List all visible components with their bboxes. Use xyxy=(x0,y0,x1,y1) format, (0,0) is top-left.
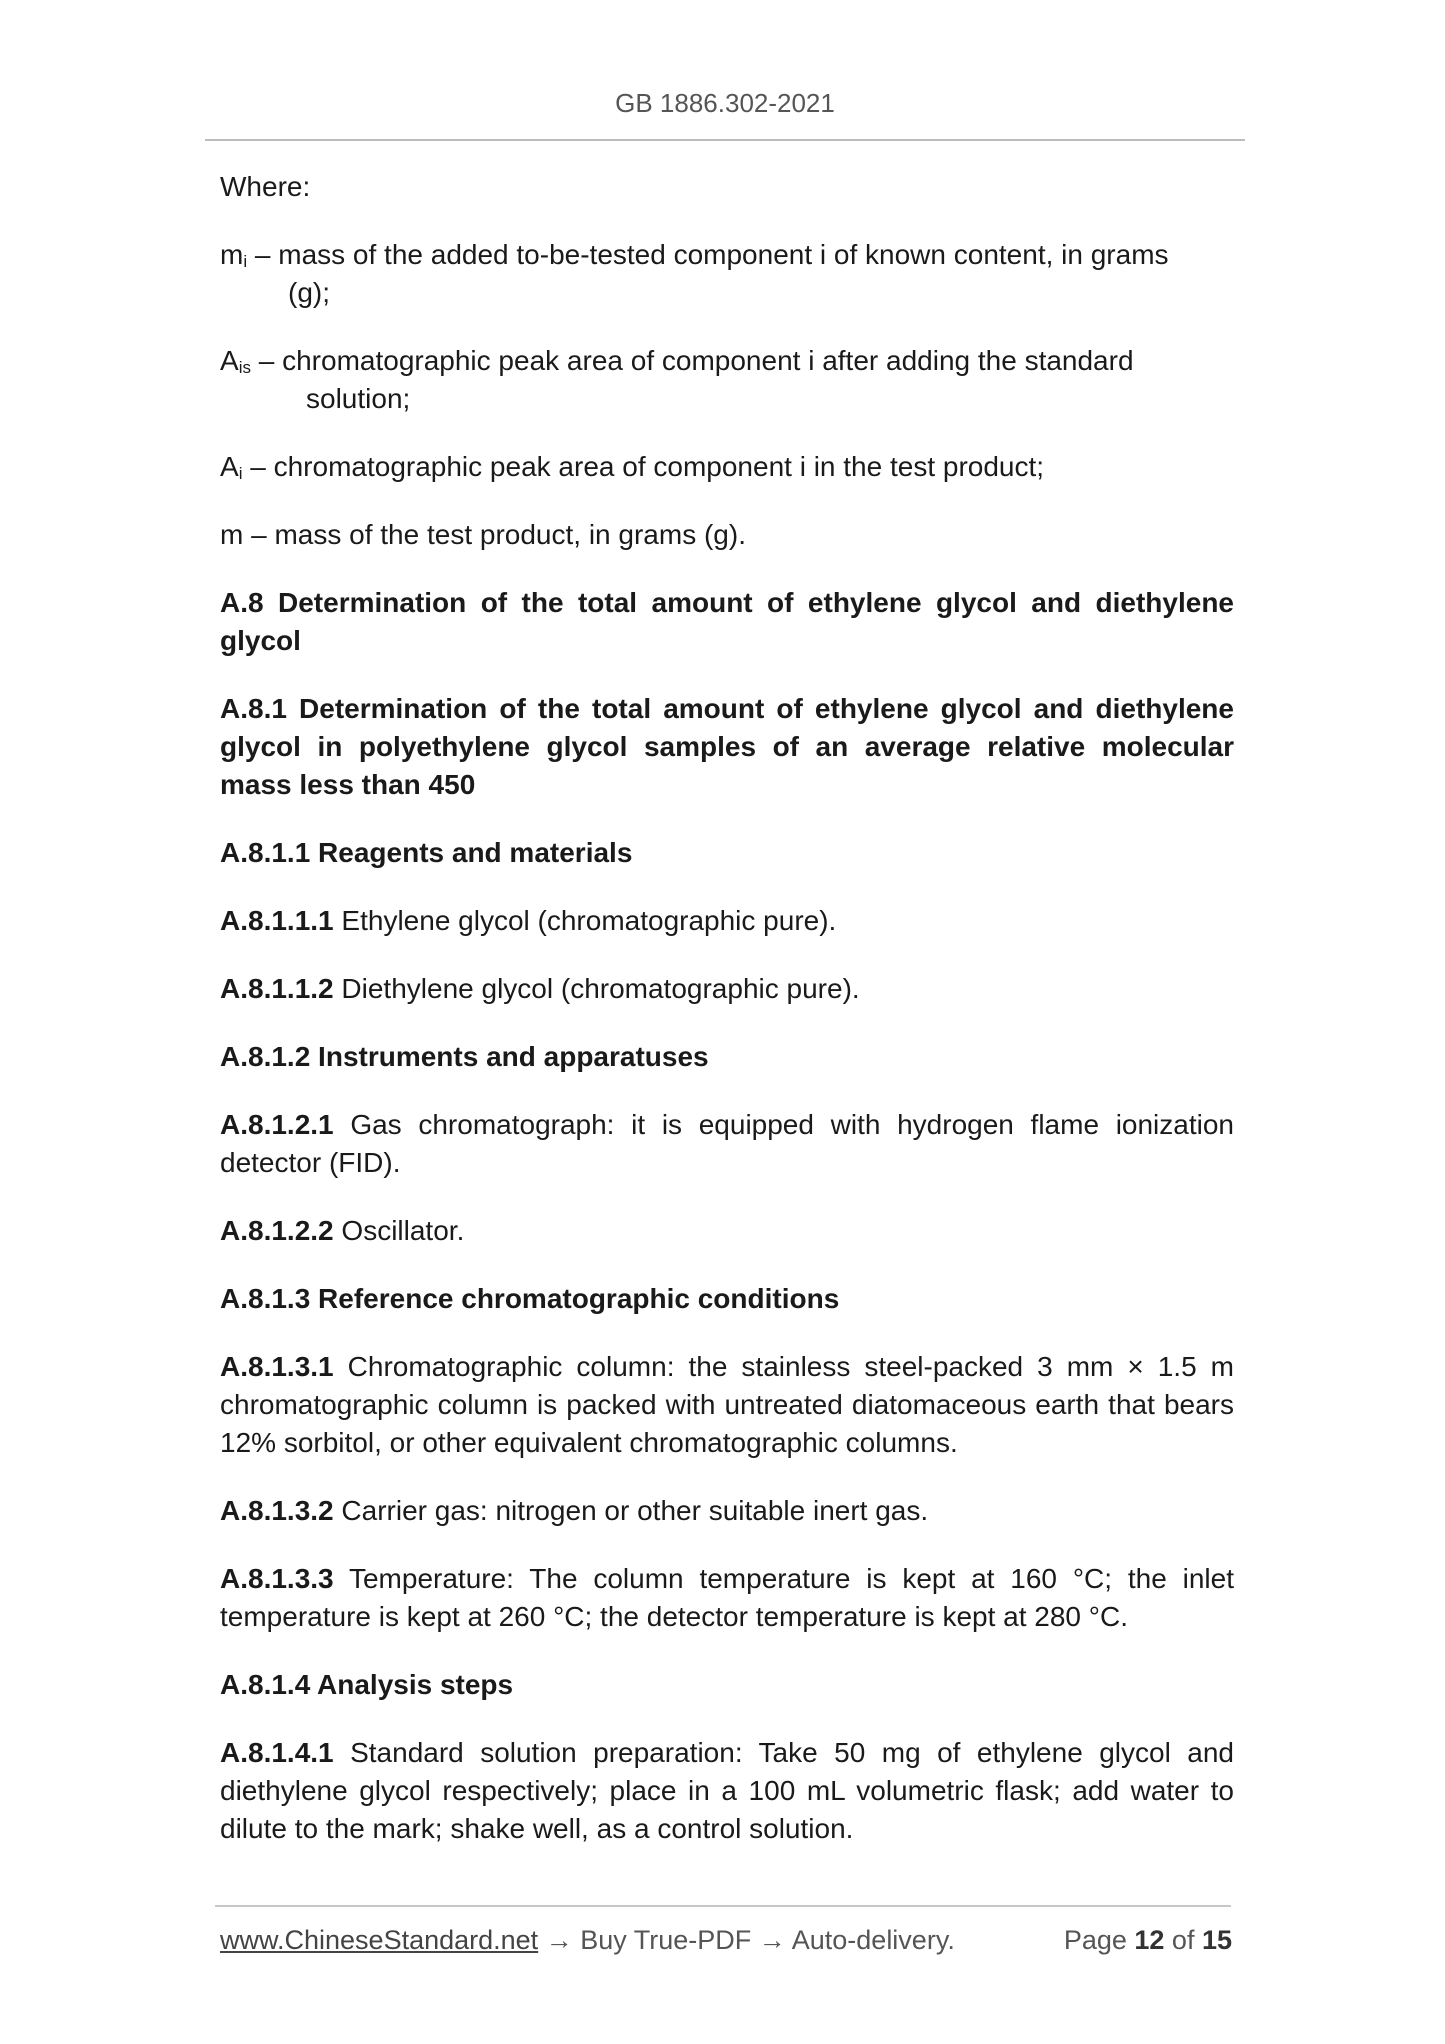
clause-number: A.8.1.3.1 xyxy=(220,1351,334,1382)
clause-number: A.8.1.1.2 xyxy=(220,973,334,1004)
where-label: Where: xyxy=(220,171,311,202)
page-label: Page xyxy=(1063,1925,1135,1955)
footer-divider xyxy=(215,1905,1231,1907)
page-footer xyxy=(220,1925,1232,1956)
clause-text: Ethylene glycol (chromatographic pure). xyxy=(333,905,837,936)
heading-a811: A.8.1.1 Reagents and materials xyxy=(220,837,633,868)
clause-a8133 xyxy=(220,1560,1234,1636)
clause-a8132 xyxy=(220,1492,1234,1530)
definition-ai-text: – chromatographic peak area of component i in the test product; xyxy=(242,451,1045,482)
clause-a8122 xyxy=(220,1212,1234,1250)
clause-text: Diethylene glycol (chromatographic pure). xyxy=(333,973,860,1004)
heading-a81: A.8.1 Determination of the total amount of ethylene glycol and diethylene glycol in polyethylene glycol samples of an average relative molecular mass less than 450 xyxy=(220,693,1234,800)
heading-a813: A.8.1.3 Reference chromatographic conditions xyxy=(220,1283,840,1314)
total-pages: 15 xyxy=(1201,1925,1232,1955)
clause-text: Carrier gas: nitrogen or other suitable inert gas. xyxy=(333,1495,929,1526)
heading-a814: A.8.1.4 Analysis steps xyxy=(220,1669,514,1700)
definition-mi-text: – mass of the added to-be-tested component i of known content, in grams xyxy=(247,239,1169,270)
clause-a8111 xyxy=(220,902,1234,940)
clause-a8121 xyxy=(220,1106,1234,1182)
subscript-i: i xyxy=(238,464,243,483)
clause-number: A.8.1.2.2 xyxy=(220,1215,334,1246)
clause-text: Gas chromatograph: it is equipped with hydrogen flame ionization detector (FID). xyxy=(220,1109,1234,1178)
page-indicator xyxy=(1064,1925,1232,1956)
clause-number: A.8.1.3.3 xyxy=(220,1563,334,1594)
clause-a8112 xyxy=(220,970,1234,1008)
symbol-m: m xyxy=(220,239,244,270)
header-divider xyxy=(205,139,1245,141)
definition-ais xyxy=(220,342,1234,418)
clause-number: A.8.1.3.2 xyxy=(220,1495,334,1526)
heading-a8: A.8 Determination of the total amount of ethylene glycol and diethylene glycol xyxy=(220,587,1234,656)
symbol-a: A xyxy=(220,345,239,376)
page-content xyxy=(220,168,1234,1878)
clause-number: A.8.1.2.1 xyxy=(220,1109,334,1140)
definition-ai xyxy=(220,448,1234,486)
definition-mi xyxy=(220,236,1234,312)
clause-a8141 xyxy=(220,1734,1234,1848)
clause-a8131 xyxy=(220,1348,1234,1462)
clause-text: Oscillator. xyxy=(333,1215,465,1246)
page-of: of xyxy=(1164,1925,1202,1955)
heading-a812: A.8.1.2 Instruments and apparatuses xyxy=(220,1041,709,1072)
subscript-i: i xyxy=(243,252,248,271)
definition-m: m – mass of the test product, in grams (g). xyxy=(220,519,746,550)
document-id-header: GB 1886.302-2021 xyxy=(615,88,835,118)
definition-ais-continuation: solution; xyxy=(306,383,411,414)
clause-text: Standard solution preparation: Take 50 mg of ethylene glycol and diethylene glycol respectively; place in a 100 mL volumetric flask; add water to dilute to the mark; shake well, as a control solution. xyxy=(220,1737,1234,1844)
definition-mi-continuation: (g); xyxy=(288,277,330,308)
clause-number: A.8.1.4.1 xyxy=(220,1737,334,1768)
clause-number: A.8.1.1.1 xyxy=(220,905,334,936)
clause-text: Chromatographic column: the stainless steel-packed 3 mm × 1.5 m chromatographic column is packed with untreated diatomaceous earth that bears 12% sorbitol, or other equivalent chromatographic columns. xyxy=(220,1351,1234,1458)
website-link[interactable]: www.ChineseStandard.net xyxy=(220,1925,539,1955)
current-page: 12 xyxy=(1134,1925,1165,1955)
subscript-is: is xyxy=(238,358,251,377)
definition-ais-text: – chromatographic peak area of component i after adding the standard xyxy=(250,345,1134,376)
symbol-a: A xyxy=(220,451,239,482)
footer-tagline: → Buy True-PDF → Auto-delivery. xyxy=(538,1925,955,1955)
clause-text: Temperature: The column temperature is kept at 160 °C; the inlet temperature is kept at 260 °C; the detector temperature is kept at 280 °C. xyxy=(220,1563,1234,1632)
